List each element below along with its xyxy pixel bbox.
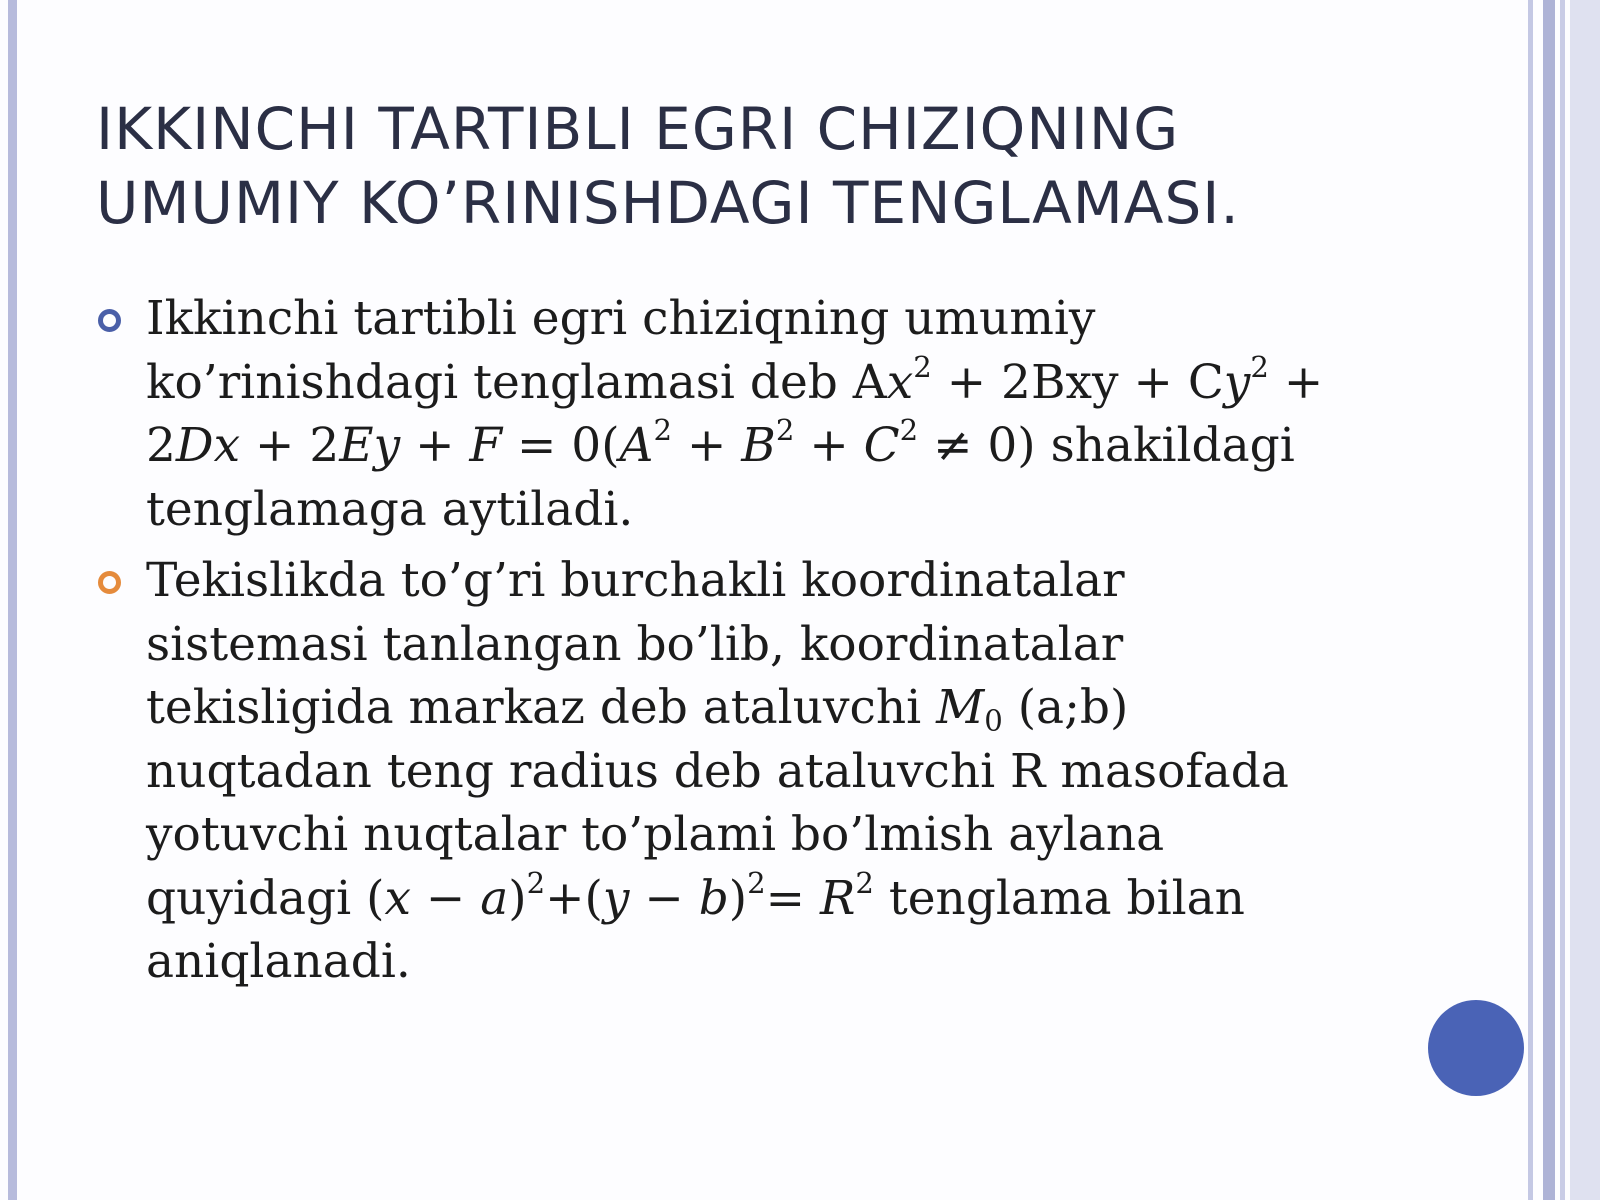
- math-variable: b: [698, 870, 729, 926]
- bullet-list: [96, 287, 1476, 1002]
- math-variable: x: [886, 354, 914, 410]
- math-symbol: A: [852, 354, 887, 410]
- text-segment: tenglama bilan: [873, 870, 1245, 926]
- text-line: yotuvchi nuqtalar to’plami bo’lmish aylana: [146, 807, 1165, 862]
- text-segment: quyidagi: [146, 870, 367, 926]
- math-variable: a: [480, 870, 509, 926]
- math-variable: x: [384, 870, 411, 926]
- slide-title: [96, 92, 1476, 240]
- left-border-bar: [8, 0, 17, 1200]
- right-border-stripe: [1560, 0, 1565, 1200]
- math-segment: +: [1268, 354, 1324, 410]
- text-line: nuqtadan teng radius deb ataluvchi R masofada: [146, 743, 1289, 799]
- math-segment: +: [400, 418, 470, 473]
- math-variable: y: [1223, 354, 1251, 410]
- slide-nav-circle-button[interactable]: [1428, 1000, 1524, 1096]
- math-segment: =: [765, 870, 820, 926]
- math-segment: −: [410, 870, 481, 926]
- math-exponent: 2: [526, 865, 546, 900]
- math-segment: ): [508, 870, 527, 926]
- math-variable: B: [741, 418, 776, 473]
- math-segment: +: [672, 418, 742, 473]
- text-line: Tekislikda to’g’ri burchakli koordinatalar: [146, 553, 1125, 608]
- right-border-stripe: [1570, 0, 1600, 1200]
- math-exponent: 2: [747, 865, 766, 900]
- math-exponent: 2: [913, 349, 932, 384]
- equation-line: [146, 414, 1476, 478]
- math-segment: 2: [146, 418, 176, 473]
- title-line: UMUMIY KO’RINISHDAGI TENGLAMASI.: [96, 169, 1240, 237]
- text-line: Ikkinchi tartibli egri chiziqning umumiy: [146, 291, 1096, 346]
- math-variable: F: [469, 418, 503, 473]
- math-segment: −: [629, 870, 699, 926]
- equation-line: [146, 867, 1476, 931]
- math-variable: R: [819, 870, 856, 926]
- text-segment: ko’rinishdagi tenglamasi deb: [146, 354, 853, 410]
- right-border-stripe: [1543, 0, 1555, 1200]
- math-segment: (: [366, 870, 385, 926]
- math-variable: Dx: [175, 418, 241, 473]
- math-exponent: 2: [1250, 349, 1269, 384]
- math-segment: + 2Bxy + C: [931, 354, 1224, 410]
- right-border-stripe: [1528, 0, 1533, 1200]
- math-variable: M: [936, 680, 985, 735]
- text-line: aniqlanadi.: [146, 934, 411, 989]
- text-line: tenglamaga aytiladi.: [146, 481, 634, 537]
- math-exponent: 2: [775, 413, 795, 448]
- list-item: [96, 549, 1476, 994]
- text-line: [146, 351, 1476, 415]
- math-variable: y: [602, 870, 630, 926]
- math-exponent: 2: [899, 413, 919, 448]
- text-segment: (a;b): [1002, 680, 1129, 735]
- math-segment: +(: [545, 870, 603, 926]
- math-subscript: 0: [984, 703, 1003, 738]
- text-segment: shakildagi: [1035, 418, 1295, 473]
- text-segment: tekisligida markaz deb ataluvchi: [146, 680, 937, 735]
- title-line: IKKINCHI TARTIBLI EGRI CHIZIQNING: [96, 95, 1180, 163]
- math-exponent: 2: [855, 865, 874, 900]
- math-variable: Ey: [339, 418, 401, 473]
- text-line: sistemasi tanlangan bo’lib, koordinatalar: [146, 616, 1124, 672]
- bullet-circle-icon: [98, 571, 121, 594]
- math-segment: +: [794, 418, 864, 473]
- math-segment: ): [728, 870, 748, 926]
- math-variable: A: [619, 418, 654, 473]
- text-line: [146, 676, 1476, 740]
- math-segment: + 2: [240, 418, 340, 473]
- bullet-circle-icon: [98, 309, 121, 332]
- math-exponent: 2: [653, 413, 673, 448]
- math-segment: = 0(: [502, 418, 620, 473]
- list-item: [96, 287, 1476, 541]
- math-variable: C: [863, 418, 900, 473]
- math-segment: ≠ 0): [918, 418, 1036, 473]
